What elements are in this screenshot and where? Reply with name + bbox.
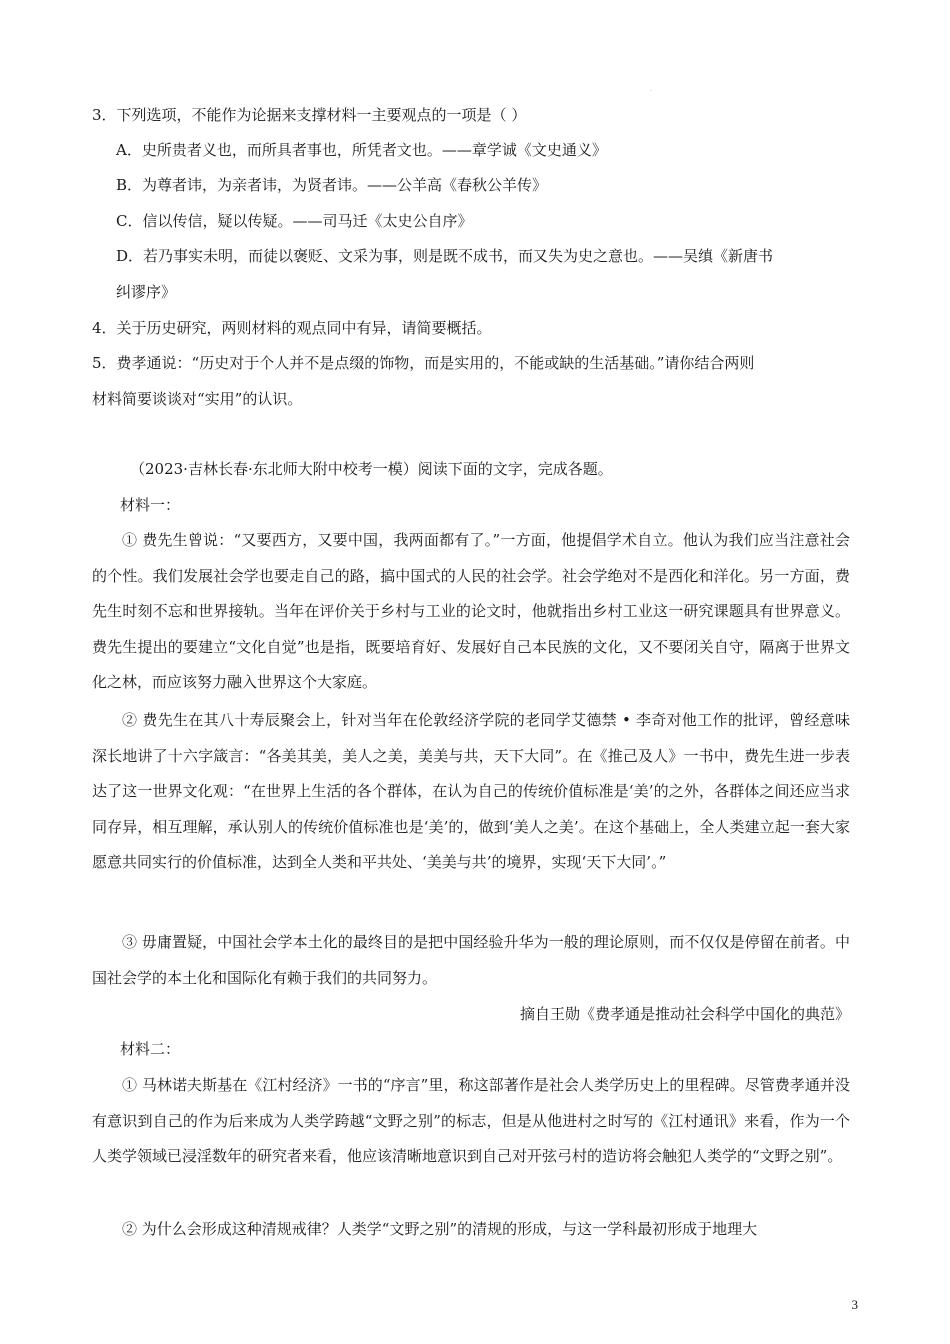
question-5-line-2: 材料简要谈谈对“实用”的认识。 [92, 390, 303, 408]
material-2-paragraph-1: ① 马林诺夫斯基在《江村经济》一书的“序言”里，称这部著作是社会人类学历史上的里程碑。尽管费孝通并没有意识到自己的作为后来成为人类学跨越“文野之别”的标志，但是从他进村之时写的《江村通讯》来看，作为一个人类学领域已浸淫数年的研究者来看，他应该清晰地意识到自己对开弦弓村的造访将会触犯人类学的“文野之别”。 [92, 1076, 850, 1165]
material-1-source: 摘自王勋《费孝通是推动社会科学中国化的典范》 [519, 1005, 850, 1023]
question-3-option-b: B．为尊者讳，为亲者讳，为贤者讳。——公羊高《春秋公羊传》 [116, 176, 548, 194]
passage-intro: （2023·吉林长春·东北师大附中校考一模）阅读下面的文字，完成各题。 [130, 460, 613, 478]
question-3-option-c: C．信以传信，疑以传疑。——司马迁《太史公自序》 [116, 212, 473, 230]
question-3-option-d-continued: 纠谬序》 [116, 283, 177, 301]
question-5-line-1: 5．费孝通说：“历史对于个人并不是点缀的饰物，而是实用的，不能或缺的生活基础。”请你结合两则 [92, 354, 755, 372]
scan-dot: . [650, 86, 652, 93]
page-number: 3 [851, 1297, 858, 1312]
question-3-option-d: D．若乃事实未明，而徒以褒贬、文采为事，则是既不成书，而又失为史之意也。——吴缜《新唐书 [116, 247, 774, 265]
question-4: 4．关于历史研究，两则材料的观点同中有异，请简要概括。 [92, 319, 492, 337]
material-2-paragraph-2: ② 为什么会形成这种清规戒律？人类学“文野之别”的清规的形成，与这一学科最初形成于地理大 [122, 1220, 758, 1238]
material-1-paragraph-3: ③ 毋庸置疑，中国社会学本土化的最终目的是把中国经验升华为一般的理论原则，而不仅仅是停留在前者。中国社会学的本土化和国际化有赖于我们的共同努力。 [92, 933, 850, 987]
question-3-option-a: A．史所贵者义也，而所具者事也，所凭者文也。——章学诚《文史通义》 [116, 141, 607, 159]
material-1-paragraph-1: ① 费先生曾说：“又要西方，又要中国，我两面都有了。”一方面，他提倡学术自立。他认为我们应当注意社会的个性。我们发展社会学也要走自己的路，搞中国式的人民的社会学。社会学绝对不是西化和洋化。另一方面，费先生时刻不忘和世界接轨。当年在评价关于乡村与工业的论文时，他就指出乡村工业这一研究课题具有世界意义。费先生提出的要建立“文化自觉”也是指，既要培育好、发展好自己本民族的文化，又不要闭关自守，隔离于世界文化之林，而应该努力融入世界这个大家庭。 [92, 531, 850, 691]
question-3-stem: 3．下列选项，不能作为论据来支撑材料一主要观点的一项是（ ） [92, 106, 527, 124]
material-1-paragraph-2: ② 费先生在其八十寿辰聚会上，针对当年在伦敦经济学院的老同学艾德禁 • 李奇对他工作的批评，曾经意味深长地讲了十六字箴言：“各美其美，美人之美，美美与共，天下大同”。在《推己及人》一书中，费先生进一步表达了这一世界文化观：“在世界上生活的各个群体，在认为自己的传统价值标准是‘美’的之外，各群体之间还应当求同存异，相互理解，承认别人的传统价值标准也是‘美’的，做到‘美人之美’。在这个基础上，全人类建立起一套大家愿意共同实行的价值标准，达到全人类和平共处、‘美美与共’的境界，实现‘天下大同’。” [92, 711, 850, 871]
material-2-label: 材料二： [120, 1040, 181, 1058]
material-1-label: 材料一： [120, 496, 181, 514]
